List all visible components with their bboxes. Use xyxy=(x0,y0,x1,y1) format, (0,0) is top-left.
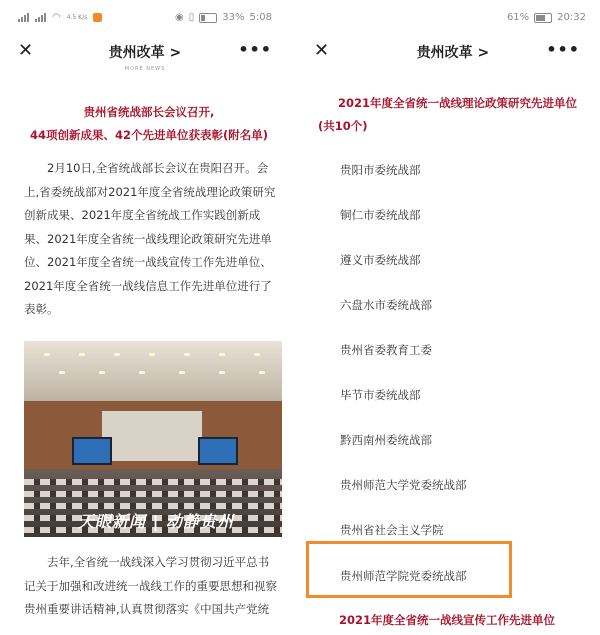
nav-subline: MORE NEWS xyxy=(124,66,166,72)
more-menu-icon[interactable]: ••• xyxy=(238,40,272,59)
list-item: 铜仁市委统战部 xyxy=(340,208,421,222)
headline-line-1: 贵州省统战部长会议召开, xyxy=(83,105,215,119)
vibrate-icon: ▯ xyxy=(188,12,195,23)
status-bar xyxy=(0,0,290,34)
nav-bar xyxy=(306,34,600,70)
next-section-title: 2021年度全省统一战线宣传工作先进单位 xyxy=(339,613,556,627)
close-icon[interactable]: ✕ xyxy=(314,40,330,61)
network-speed: 4.5 K/s xyxy=(66,14,88,21)
photo-stage xyxy=(102,411,202,461)
left-phone-screen xyxy=(0,0,290,635)
account-title-button[interactable]: 贵州改革 > xyxy=(416,45,490,61)
clock-time: 5:08 xyxy=(249,12,272,23)
article-paragraph: 去年,全省统一战线深入学习贯彻习近平总书记关于加强和改进统一战线工作的重要思想和视察贵州重要讲话精神,认真贯彻落实《中国共产党统 xyxy=(24,555,277,616)
meeting-photo xyxy=(24,341,282,537)
signal-icon xyxy=(35,13,46,22)
account-title-button[interactable]: 贵州改革 > xyxy=(108,45,182,61)
clock-time: 20:32 xyxy=(557,12,586,23)
battery-level: 61% xyxy=(506,12,530,23)
close-icon[interactable]: ✕ xyxy=(18,40,34,61)
battery-icon xyxy=(534,13,552,23)
photo-screen-right xyxy=(198,437,238,465)
list-item: 六盘水市委统战部 xyxy=(340,298,432,312)
nav-bar xyxy=(0,34,290,70)
headline-line-2: 44项创新成果、42个先进单位获表彰(附名单) xyxy=(29,128,269,142)
app-notification-icon xyxy=(93,13,102,22)
battery-level: 33% xyxy=(222,12,245,23)
highlight-box xyxy=(306,541,512,598)
status-bar xyxy=(306,0,600,34)
photo-watermark: 天眼新闻 | 动静贵州 xyxy=(78,512,234,531)
list-item: 毕节市委统战部 xyxy=(340,388,421,402)
article-paragraph: 2月10日,全省统战部长会议在贵阳召开。会上,省委统战部对2021年度全省统战理论政策研究创新成果、2021年度全省统战工作实践创新成果、2021年度全省统一战线理论政策研究先进单位、2021年度全省统一战线宣传工作先进单位、2021年度全省统一战线信息工作先进单位进行了表彰。 xyxy=(24,161,276,316)
list-item: 贵阳市委统战部 xyxy=(340,163,421,177)
list-section-title: 2021年度全省统一战线理论政策研究先进单位(共10个) xyxy=(318,96,578,133)
list-item: 贵州省社会主义学院 xyxy=(340,523,444,537)
right-phone-screen xyxy=(306,0,600,635)
more-menu-icon[interactable]: ••• xyxy=(546,40,580,59)
photo-screen-left xyxy=(72,437,112,465)
list-item-highlighted: 贵州师范学院党委统战部 xyxy=(340,569,467,583)
eye-icon: ◉ xyxy=(175,12,184,23)
wifi-icon: ◠ xyxy=(52,12,61,23)
list-item: 黔西南州委统战部 xyxy=(340,433,432,447)
list-item: 贵州师范大学党委统战部 xyxy=(340,478,467,492)
battery-icon xyxy=(199,13,217,23)
article-headline xyxy=(18,101,280,147)
list-item: 贵州省委教育工委 xyxy=(340,343,432,357)
list-item: 遵义市委统战部 xyxy=(340,253,421,267)
signal-icon xyxy=(18,13,29,22)
photo-ceiling xyxy=(24,341,282,401)
